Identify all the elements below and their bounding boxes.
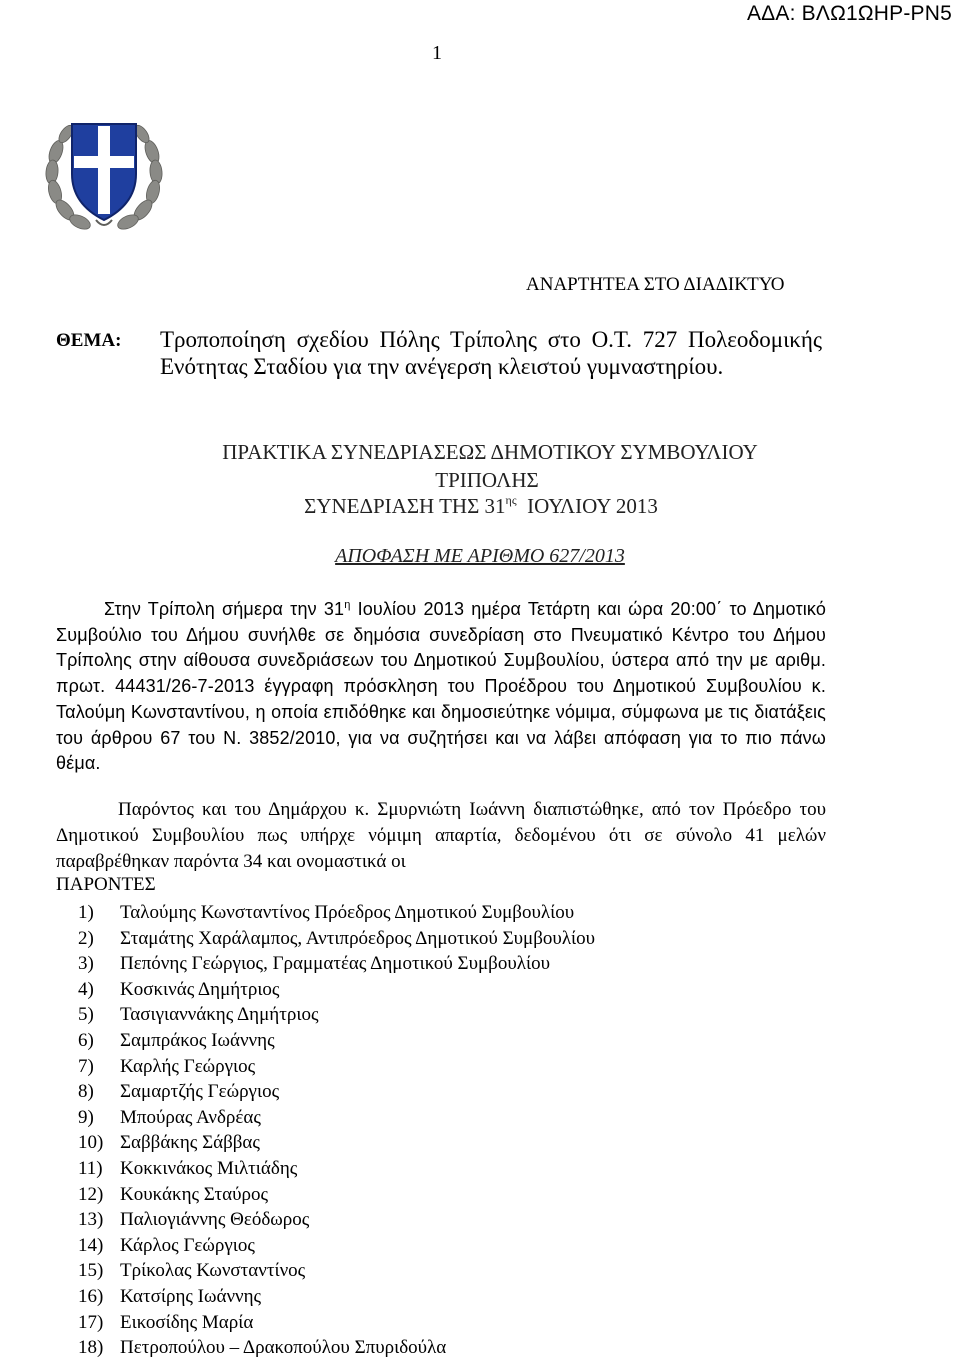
list-item-number: 11) (78, 1157, 103, 1179)
list-item (78, 1156, 595, 1182)
list-item (78, 1130, 595, 1156)
list-item-name: Κουκάκης Σταύρος (120, 1183, 268, 1205)
list-item-number: 10) (78, 1132, 104, 1154)
ordinal-suffix: η (344, 599, 351, 611)
list-item-number: 2) (78, 927, 94, 949)
list-item (78, 977, 595, 1003)
list-item-number: 15) (78, 1260, 104, 1282)
list-item-number: 13) (78, 1209, 104, 1231)
subject-label: ΘΕΜΑ: (56, 330, 122, 351)
page-number: 1 (432, 42, 442, 64)
ada-code: ΑΔΑ: ΒΛΩ1ΩΗΡ-ΡΝ5 (746, 2, 952, 25)
quorum-paragraph: Παρόντος και του Δημάρχου κ. Σμυρνιώτη Ιωάννη διαπιστώθηκε, από τον Πρόεδρο του Δημοτικού Συμβουλίου πως υπήρχε νόμιμη απαρτία, δεδομένου ότι σε σύνολο 41 μελών παραβρέθηκαν παρόντα 34 και ονομαστικά οι (56, 799, 826, 872)
intro-paragraph: Στην Τρίπολη σήμερα την $31^\eta$ Ιουλίου 2013 ημέρα Τετάρτη και ώρα 20:00΄ το Δημοτικό Συμβούλιο του Δήμου συνήλθε σε δημόσια συνεδρίαση στο Πνευματικό Κέντρο του Δήμου Τρίπολης στην αίθουσα συνεδριάσεων του Δημοτικού Συμβουλίου, ύστερα από την με αριθμ. πρωτ. 44431/26-7-2013 έγγραφη πρόσκληση του Προέδρου του Δημοτικού Συμβουλίου κ. Ταλούμη Κωνσταντίνου, η οποία επιδόθηκε και δημοσιεύτηκε νόμιμα, σύμφωνα με τις διατάξεις του άρθρου 67 του Ν. 3852/2010, για να συζητήσει και να λάβει απόφαση για το πιο πάνω θέμα. (56, 599, 826, 774)
list-item (78, 1284, 595, 1310)
list-item-number: 9) (78, 1106, 94, 1128)
list-item (78, 1105, 595, 1131)
list-item (78, 1079, 595, 1105)
list-item-number: 8) (78, 1081, 94, 1103)
list-item-name: Κατσίρης Ιωάννης (120, 1285, 262, 1307)
list-item-number: 7) (78, 1055, 94, 1077)
list-item-number: 14) (78, 1234, 104, 1256)
list-item-number: 5) (78, 1004, 94, 1026)
minutes-title-line3: ΣΥΝΕΔΡΙΑΣΗ ΤΗΣ $31^{\eta\varsigma}$ ΙΟΥΛΙΟΥ 2013 (304, 493, 658, 518)
greek-state-emblem-icon (42, 112, 166, 234)
list-item (78, 1207, 595, 1233)
list-item-name: Κοκκινάκος Μιλτιάδης (120, 1157, 298, 1179)
list-item (78, 1233, 595, 1259)
list-item-name: Τρίκολας Κωνσταντίνος (120, 1260, 306, 1282)
list-item-name: Μπούρας Ανδρέας (120, 1106, 261, 1128)
list-item-name: Παλιογιάννης Θεόδωρος (120, 1209, 310, 1231)
list-item-name: Τασιγιαννάκης Δημήτριος (120, 1004, 319, 1026)
list-item (78, 1258, 595, 1284)
list-item (78, 1310, 595, 1336)
list-item-number: 4) (78, 978, 94, 1000)
list-item-number: 18) (78, 1337, 104, 1359)
list-item-name: Πεπόνης Γεώργιος, Γραμματέας Δημοτικού Συμβουλίου (120, 953, 550, 975)
list-item-number: 12) (78, 1183, 104, 1205)
ordinal-suffix: ης (505, 493, 517, 507)
posting-note: ΑΝΑΡΤΗΤΕΑ ΣΤΟ ΔΙΑΔΙΚΤΥΟ (526, 274, 785, 295)
list-item (78, 1335, 595, 1361)
list-item (78, 926, 595, 952)
minutes-title-line2: ΤΡΙΠΟΛΗΣ (435, 468, 539, 492)
subject-block (56, 326, 822, 380)
list-item-name: Πετροπούλου – Δρακοπούλου Σπυριδούλα (120, 1337, 447, 1359)
list-item-name: Καρλής Γεώργιος (120, 1055, 256, 1077)
list-item-name: Εικοσίδης Μαρία (120, 1311, 254, 1333)
list-item (78, 951, 595, 977)
decision-title: ΑΠΟΦΑΣΗ ΜΕ ΑΡΙΘΜΟ 627/2013 (335, 545, 625, 567)
list-item-name: Κοσκινάς Δημήτριος (120, 978, 280, 1000)
present-heading: ΠΑΡΟΝΤΕΣ (56, 874, 156, 895)
list-item-name: Σαββάκης Σάββας (120, 1132, 260, 1154)
list-item (78, 900, 595, 926)
subject-text: Τροποποίηση σχεδίου Πόλης Τρίπολης στο Ο.Τ. 727 Πολεοδομικής Ενότητας Σταδίου για την ανέγερση κλειστού γυμναστηρίου. (160, 327, 822, 379)
list-item (78, 1002, 595, 1028)
list-item-number: 17) (78, 1311, 104, 1333)
list-item-name: Σταμάτης Χαράλαμπος, Αντιπρόεδρος Δημοτικού Συμβουλίου (120, 927, 596, 949)
list-item-number: 1) (78, 902, 94, 923)
list-item-number: 16) (78, 1285, 104, 1307)
attendee-list (78, 900, 595, 1361)
list-item-name: Ταλούμης Κωνσταντίνος Πρόεδρος Δημοτικού Συμβουλίου (120, 902, 575, 923)
minutes-title-line1: ΠΡΑΚΤΙΚΑ ΣΥΝΕΔΡΙΑΣΕΩΣ ΔΗΜΟΤΙΚΟΥ ΣΥΜΒΟΥΛΙΟΥ (222, 440, 758, 464)
list-item (78, 1182, 595, 1208)
list-item (78, 1054, 595, 1080)
list-item-name: Σαμαρτζής Γεώργιος (120, 1081, 280, 1103)
list-item (78, 1028, 595, 1054)
list-item-name: Σαμπράκος Ιωάννης (120, 1029, 275, 1051)
list-item-name: Κάρλος Γεώργιος (120, 1234, 255, 1256)
list-item-number: 3) (78, 953, 94, 975)
list-item-number: 6) (78, 1029, 94, 1051)
